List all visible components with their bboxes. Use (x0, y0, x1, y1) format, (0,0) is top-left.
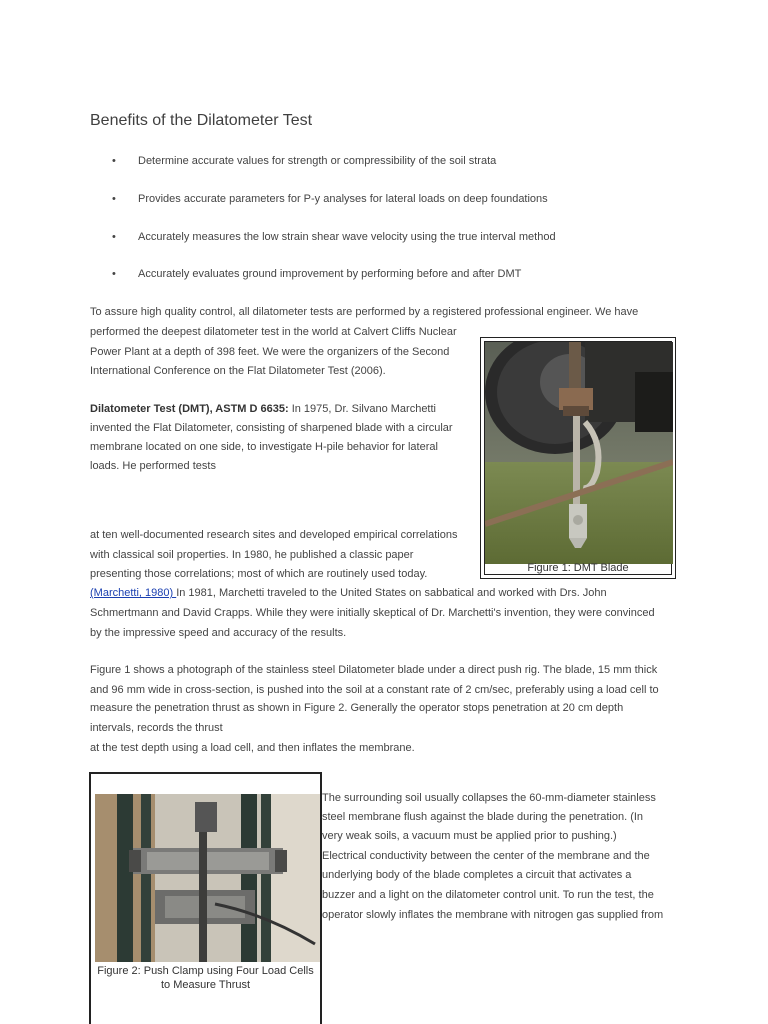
paragraph-line: loads. He performed tests (90, 460, 216, 472)
paragraph-line: and 96 mm wide in cross-section, is pushed into the soil at a constant rate of 2 cm/sec, preferably using a load cell to (90, 684, 659, 696)
paragraph-line: at the test depth using a load cell, and then inflates the membrane. (90, 742, 415, 754)
paragraph-line: operator slowly inflates the membrane with nitrogen gas supplied from (322, 909, 664, 921)
paragraph-line: Power Plant at a depth of 398 feet. We were the organizers of the Second (90, 346, 450, 358)
paragraph-line (90, 402, 436, 416)
paragraph-line: invented the Flat Dilatometer, consisting of sharpened blade with a circular (90, 422, 453, 434)
bullet-glyph: • (112, 268, 116, 280)
bullet-glyph: • (112, 193, 116, 205)
paragraph-line: with classical soil properties. In 1980, he published a classic paper (90, 549, 414, 561)
bullet-text: Determine accurate values for strength or compressibility of the soil strata (138, 155, 497, 167)
push-clamp-photo (95, 794, 320, 962)
dmt-blade-photo (485, 342, 673, 564)
figure-2 (89, 772, 322, 1024)
paragraph-line: steel membrane flush against the blade during the penetration. (In (322, 811, 644, 823)
paragraph-text: In 1981, Marchetti traveled to the United States on sabbatical and worked with Drs. John (176, 587, 607, 599)
paragraph-line: underlying body of the blade completes a circuit that activates a (322, 869, 632, 881)
paragraph-line: The surrounding soil usually collapses the 60-mm-diameter stainless (322, 792, 656, 804)
bullet-text: Provides accurate parameters for P-y analyses for lateral loads on deep foundations (138, 193, 548, 205)
paragraph-line: buzzer and a light on the dilatometer control unit. To run the test, the (322, 889, 654, 901)
paragraph-line: intervals, records the thrust (90, 722, 223, 734)
bullet-glyph: • (112, 231, 116, 243)
bullet-text: Accurately measures the low strain shear wave velocity using the true interval method (138, 231, 556, 243)
figure-1 (480, 337, 676, 579)
paragraph-line: by the impressive speed and accuracy of the results. (90, 627, 347, 639)
paragraph-line: very weak soils, a vacuum must be applied prior to pushing.) (322, 830, 617, 842)
paragraph-line: To assure high quality control, all dilatometer tests are performed by a registered professional engineer. We have (90, 306, 639, 318)
paragraph-line: Schmertmann and David Crapps. While they were initially skeptical of Dr. Marchetti's invention, they were convinced (90, 607, 655, 619)
figure-2-caption: Figure 2: Push Clamp using Four Load Cells to Measure Thrust (97, 965, 314, 991)
citation-link[interactable]: (Marchetti, 1980) (90, 587, 177, 599)
paragraph-line: measure the penetration thrust as shown in Figure 2. Generally the operator stops penetration at 20 cm depth (90, 702, 624, 714)
paragraph-line: International Conference on the Flat Dilatometer Test (2006). (90, 365, 386, 377)
paragraph-line: presenting those correlations; most of which are routinely used today. (90, 568, 428, 580)
paragraph-line: at ten well-documented research sites and developed empirical correlations (90, 529, 458, 541)
bullet-text: Accurately evaluates ground improvement by performing before and after DMT (138, 268, 522, 280)
paragraph-text: In 1975, Dr. Silvano Marchetti (288, 403, 436, 415)
figure-1-caption: Figure 1: DMT Blade (527, 562, 629, 574)
paragraph-line: membrane located on one side, to investigate H-pile behavior for lateral (90, 441, 438, 453)
section-heading: Dilatometer Test (DMT), ASTM D 6635: (90, 403, 289, 415)
paragraph-line: Electrical conductivity between the center of the membrane and the (322, 850, 650, 862)
paragraph-line (90, 586, 607, 600)
bullet-glyph: • (112, 155, 116, 167)
paragraph-line: Figure 1 shows a photograph of the stainless steel Dilatometer blade under a direct push rig. The blade, 15 mm thick (90, 664, 658, 676)
paragraph-line: performed the deepest dilatometer test in the world at Calvert Cliffs Nuclear (90, 326, 457, 338)
page-title: Benefits of the Dilatometer Test (90, 112, 313, 129)
